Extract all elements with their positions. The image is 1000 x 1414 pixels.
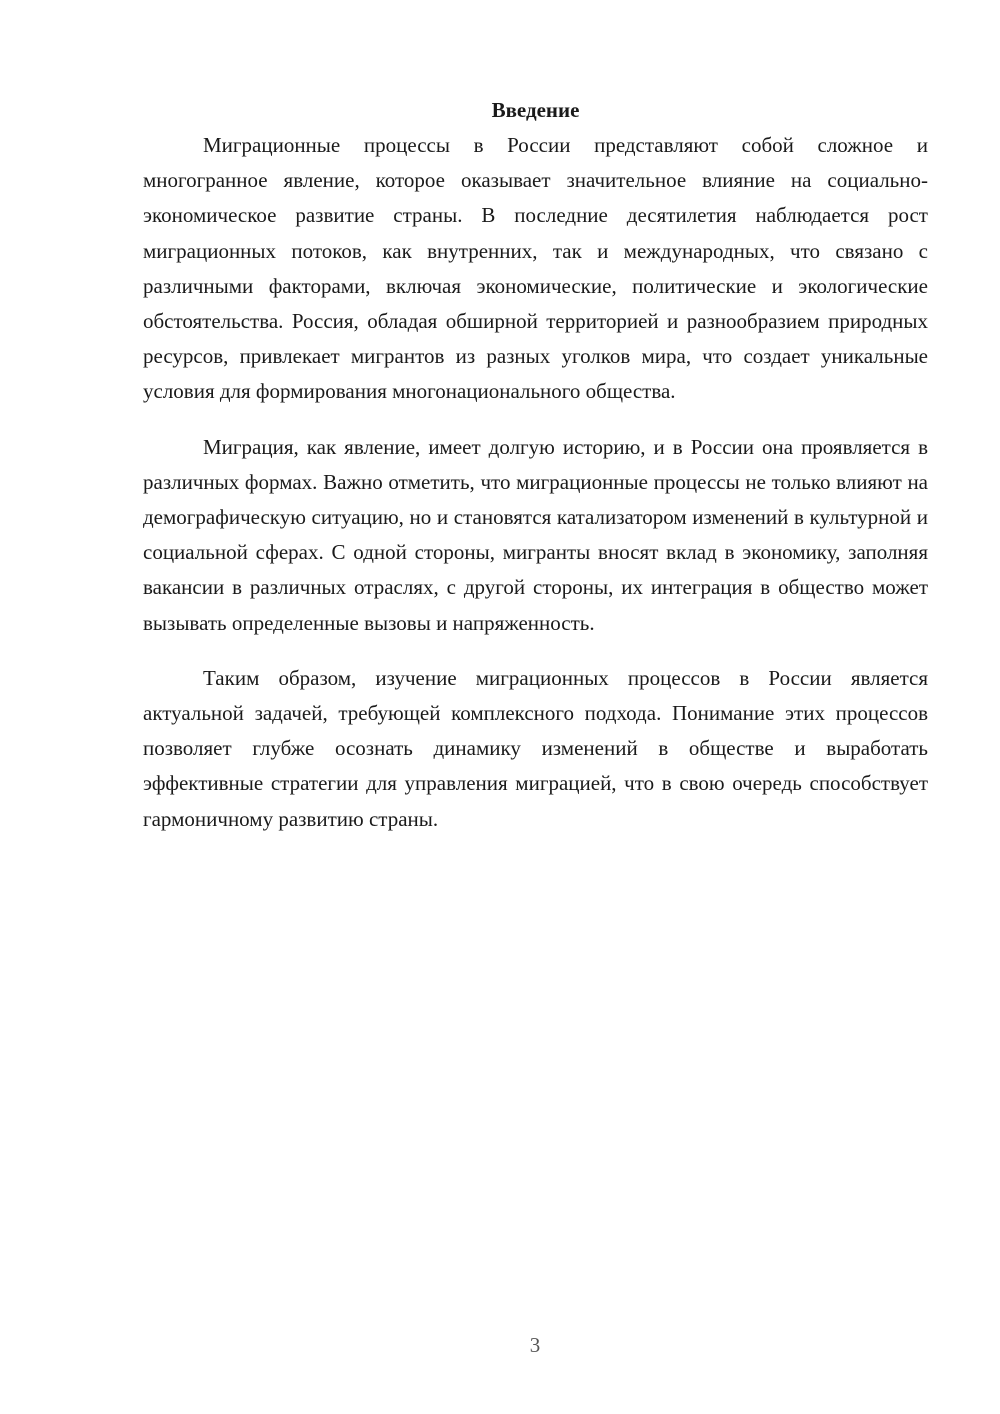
- paragraph-2: Миграция, как явление, имеет долгую историю, и в России она проявляется в различных формах. Важно отметить, что миграционные процессы не только влияют на демографическую ситуацию, но и становятся катализатором изменений в культурной и социальной сферах. С одной стороны, мигранты вносят вклад в экономику, заполняя вакансии в различных отраслях, с другой стороны, их интеграция в общество может вызывать определенные вызовы и напряженность.: [143, 434, 928, 635]
- section-title: Введение: [491, 98, 580, 122]
- paragraph-3: Таким образом, изучение миграционных процессов в России является актуальной задачей, требующей комплексного подхода. Понимание этих процессов позволяет глубже осознать динамику изменений в обществе и выработать эффективные стратегии для управления миграцией, что в свою очередь способствует гармоничному развитию страны.: [143, 665, 928, 831]
- page-number: 3: [529, 1333, 541, 1357]
- page-content: [143, 93, 928, 837]
- paragraph-1: Миграционные процессы в России представляют собой сложное и многогранное явление, которое оказывает значительное влияние на социально-экономическое развитие страны. В последние десятилетия наблюдается рост миграционных потоков, как внутренних, так и международных, что связано с различными факторами, включая экономические, политические и экологические обстоятельства. Россия, обладая обширной территорией и разнообразием природных ресурсов, привлекает мигрантов из разных уголков мира, что создает уникальные условия для формирования многонационального общества.: [143, 133, 928, 404]
